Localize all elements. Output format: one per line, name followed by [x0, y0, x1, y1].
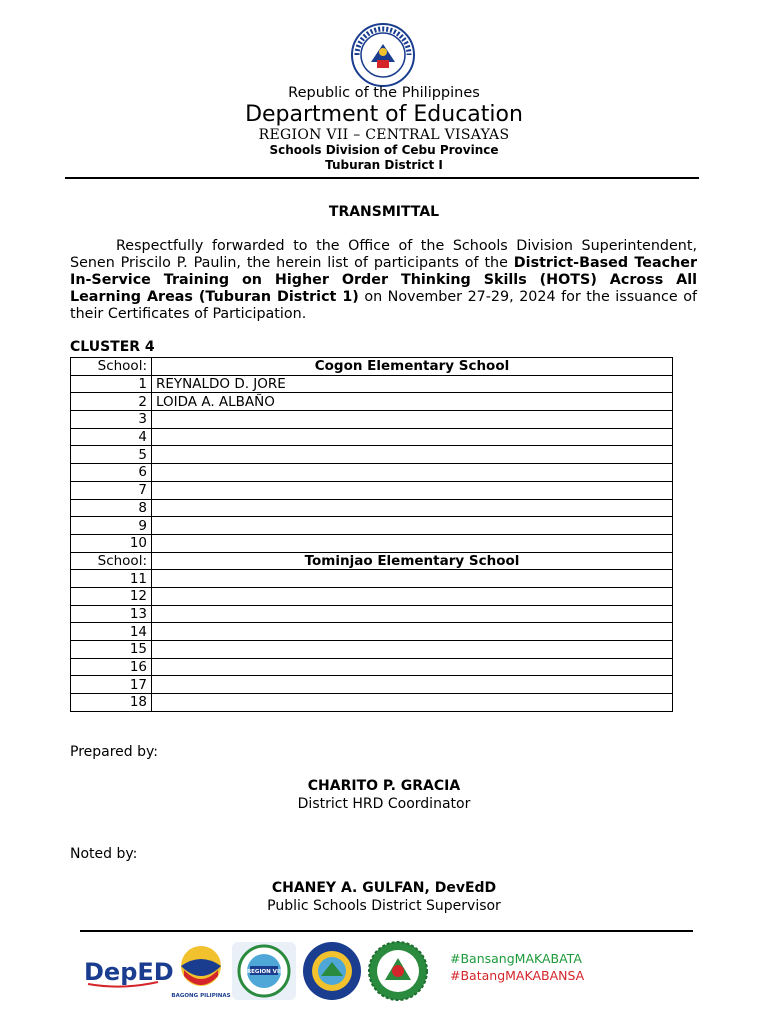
intro-text: Respectfully forwarded to the Office of the Schools Division Superintendent, Senen Priscilo P. Paulin, the herein list of participants of the [70, 238, 697, 271]
department-heading: Department of Education [245, 102, 523, 127]
row-number-cell: 3 [71, 411, 152, 429]
republic-heading: Republic of the Philippines [288, 85, 480, 101]
participant-name-cell [152, 481, 673, 499]
row-number-cell: 18 [71, 694, 152, 712]
participant-name-cell [152, 658, 673, 676]
row-number-cell: 9 [71, 517, 152, 535]
participants-table [70, 357, 673, 712]
row-number-cell: 8 [71, 499, 152, 517]
table-row [71, 481, 673, 499]
table-row [71, 641, 673, 659]
hashtag-bansang-makabata: #BansangMAKABATA [450, 951, 582, 966]
prepared-by-name: CHARITO P. GRACIA [307, 778, 461, 794]
table-row [71, 393, 673, 411]
table-row [71, 605, 673, 623]
district-heading: Tuburan District I [325, 158, 443, 172]
participant-name-cell [152, 641, 673, 659]
prepared-by-position: District HRD Coordinator [297, 796, 471, 812]
school-label-cell: School: [71, 358, 152, 376]
row-number-cell: 12 [71, 587, 152, 605]
cluster-label: CLUSTER 4 [70, 339, 155, 355]
school-name-cell: Cogon Elementary School [152, 358, 673, 376]
table-row [71, 411, 673, 429]
footer-divider [80, 930, 693, 932]
cebu-province-seal [301, 940, 363, 1002]
participant-name-cell [152, 623, 673, 641]
outro-text: on November 27-29, 2024 for the issuance of their Certificates of Participation. [70, 289, 697, 322]
school-header-row [71, 552, 673, 570]
noted-by-name: CHANEY A. GULFAN, DevEdD [271, 880, 497, 896]
bagong-pilipinas-text: BAGONG PILIPINAS [171, 993, 231, 999]
region-vii-logo [232, 942, 296, 1000]
row-number-cell: 16 [71, 658, 152, 676]
table-row [71, 517, 673, 535]
row-number-cell: 2 [71, 393, 152, 411]
deped-logo-text: DepED [84, 958, 174, 986]
table-row [71, 375, 673, 393]
participant-name-cell: LOIDA A. ALBAÑO [152, 393, 673, 411]
deped-seal-logo [347, 22, 419, 88]
row-number-cell: 1 [71, 375, 152, 393]
school-name-cell: Tominjao Elementary School [152, 552, 673, 570]
table-row [71, 658, 673, 676]
table-row [71, 570, 673, 588]
participant-name-cell [152, 464, 673, 482]
table-row [71, 464, 673, 482]
tuburan-seal [367, 940, 429, 1002]
participant-name-cell [152, 605, 673, 623]
table-row [71, 623, 673, 641]
region-heading: REGION VII – CENTRAL VISAYAS [258, 127, 510, 143]
school-label-cell: School: [71, 552, 152, 570]
noted-by-label: Noted by: [70, 846, 138, 862]
noted-by-position: Public Schools District Supervisor [267, 898, 501, 914]
row-number-cell: 11 [71, 570, 152, 588]
table-row [71, 428, 673, 446]
participant-name-cell [152, 499, 673, 517]
participant-name-cell [152, 534, 673, 552]
participant-name-cell [152, 570, 673, 588]
row-number-cell: 4 [71, 428, 152, 446]
row-number-cell: 5 [71, 446, 152, 464]
prepared-by-label: Prepared by: [70, 744, 158, 760]
table-row [71, 587, 673, 605]
school-header-row [71, 358, 673, 376]
table-row [71, 446, 673, 464]
table-row [71, 534, 673, 552]
row-number-cell: 14 [71, 623, 152, 641]
row-number-cell: 15 [71, 641, 152, 659]
document-title: TRANSMITTAL [328, 204, 440, 220]
participant-name-cell [152, 694, 673, 712]
training-title: District-Based Teacher In-Service Training on Higher Order Thinking Skills (HOTS) Across All Learning Areas (Tuburan District 1) [70, 255, 697, 305]
header-divider [65, 177, 699, 179]
row-number-cell: 13 [71, 605, 152, 623]
participant-name-cell [152, 411, 673, 429]
row-number-cell: 10 [71, 534, 152, 552]
table-row [71, 499, 673, 517]
division-heading: Schools Division of Cebu Province [269, 143, 499, 157]
bagong-pilipinas-logo [172, 942, 230, 1000]
deped-logo [82, 950, 174, 990]
participant-name-cell: REYNALDO D. JORE [152, 375, 673, 393]
participant-name-cell [152, 587, 673, 605]
region-vii-text: REGION VII [246, 969, 282, 975]
transmittal-paragraph [70, 238, 697, 323]
row-number-cell: 17 [71, 676, 152, 694]
table-row [71, 676, 673, 694]
participant-name-cell [152, 428, 673, 446]
participant-name-cell [152, 446, 673, 464]
participant-name-cell [152, 517, 673, 535]
row-number-cell: 6 [71, 464, 152, 482]
participant-name-cell [152, 676, 673, 694]
hashtag-batang-makabansa: #BatangMAKABANSA [450, 968, 585, 983]
row-number-cell: 7 [71, 481, 152, 499]
table-row [71, 694, 673, 712]
